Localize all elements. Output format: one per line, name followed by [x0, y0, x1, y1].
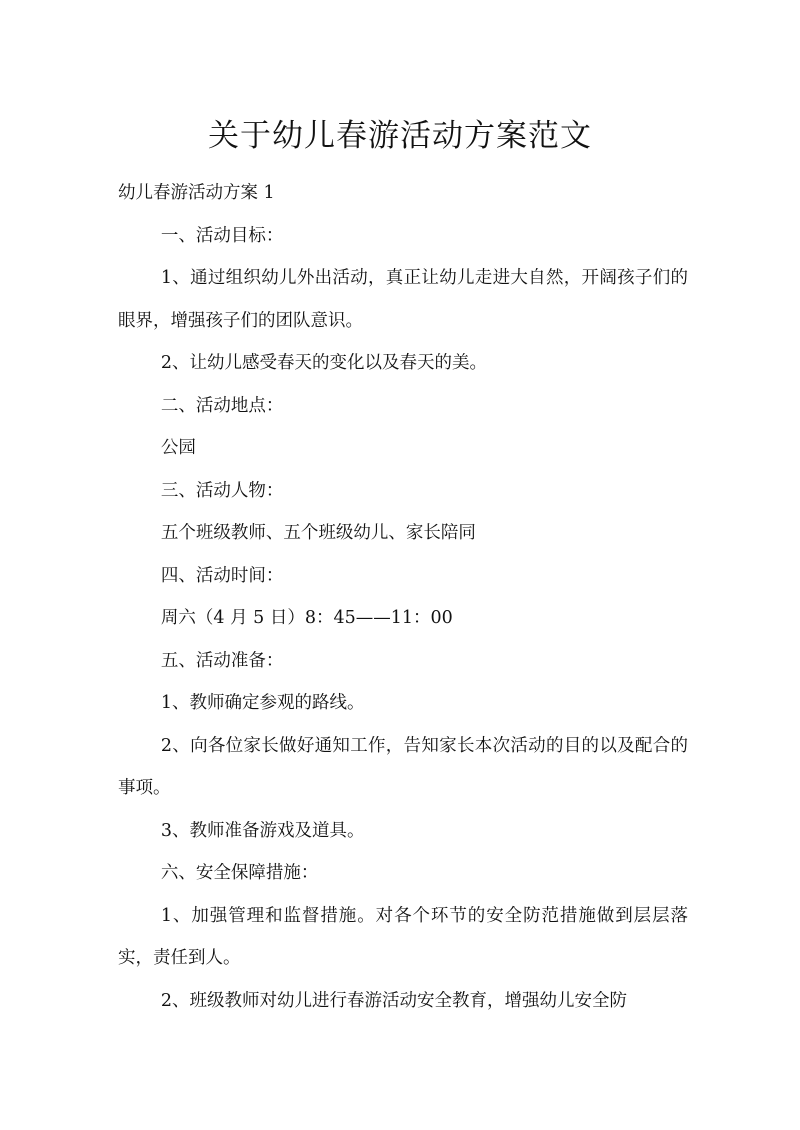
paragraph: 1、教师确定参观的路线。	[160, 693, 365, 713]
paragraph: 3、教师准备游戏及道具。	[160, 820, 365, 841]
paragraph: 公园	[160, 438, 196, 458]
paragraph: 2、班级教师对幼儿进行春游活动安全教育，增强幼儿安全防	[160, 990, 628, 1011]
paragraph: 六、安全保障措施：	[160, 863, 319, 883]
paragraph: 1、通过组织幼儿外出活动，真正让幼儿走进大自然，开阔孩子们的眼界，增强孩子们的团队意识。	[118, 268, 688, 331]
paragraph: 2、让幼儿感受春天的变化以及春天的美。	[160, 353, 488, 373]
paragraph: 周六（4 月 5 日）8：45——11：00	[160, 608, 453, 628]
paragraph: 五个班级教师、五个班级幼儿、家长陪同	[160, 523, 476, 543]
paragraph: 四、活动时间：	[160, 565, 284, 586]
section-heading: 幼儿春游活动方案 1	[118, 183, 275, 203]
paragraph: 三、活动人物：	[160, 480, 284, 501]
paragraph: 2、向各位家长做好通知工作，告知家长本次活动的目的以及配合的事项。	[118, 735, 688, 798]
paragraph: 五、活动准备：	[160, 650, 284, 671]
paragraph: 一、活动目标：	[160, 225, 284, 246]
document-body	[118, 172, 688, 1022]
paragraph: 二、活动地点：	[160, 395, 284, 416]
document-title: 关于幼儿春游活动方案范文	[208, 118, 592, 154]
paragraph: 1、加强管理和监督措施。对各个环节的安全防范措施做到层层落实，责任到人。	[118, 905, 688, 968]
